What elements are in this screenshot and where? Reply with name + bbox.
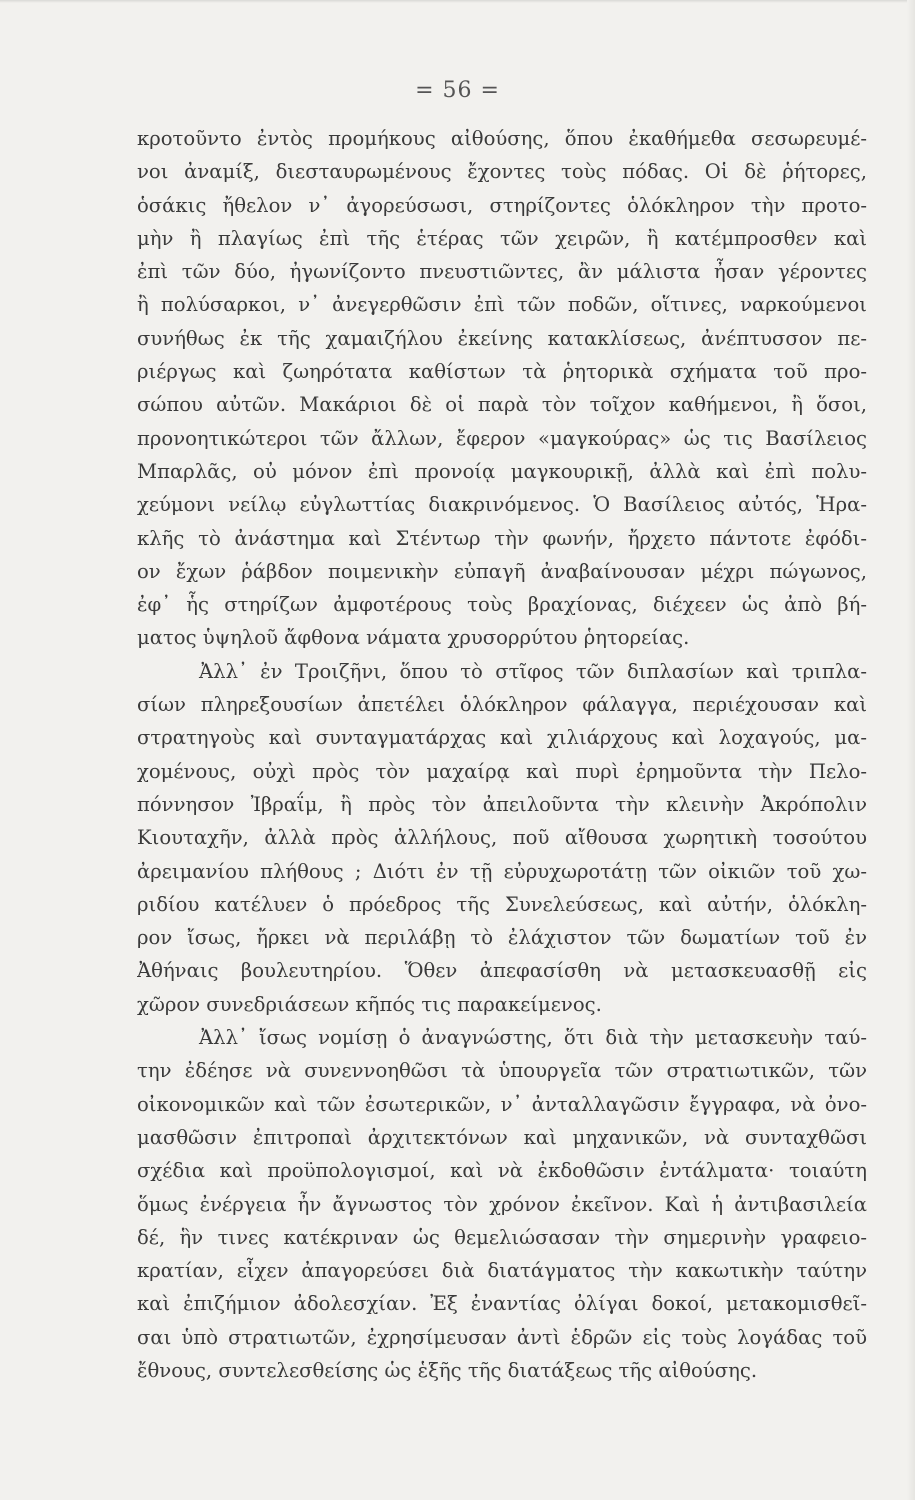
scan-right-edge	[907, 0, 915, 1500]
text-line: ἔθνους, συντελεσθείσης ὡς ἑξῆς τῆς διατάξεως τῆς αἰθούσης.	[137, 1358, 758, 1382]
text-line: ριδίου κατέλυεν ὁ πρόεδρος τῆς Συνελεύσεως, καὶ αὐτήν, ὁλόκλη-	[137, 892, 867, 916]
text-line: σαι ὑπὸ στρατιωτῶν, ἐχρησίμευσαν ἀντὶ ἑδρῶν εἰς τοὺς λογάδας τοῦ	[137, 1325, 867, 1349]
text-line: Ἀλλ᾿ ἴσως νομίσῃ ὁ ἀναγνώστης, ὅτι διὰ τὴν μετασκευὴν ταύ-	[199, 1026, 867, 1050]
text-line: καὶ ἐπιζήμιον ἀδολεσχίαν. Ἐξ ἐναντίας ὀλίγαι δοκοί, μετακομισθεῖ-	[137, 1292, 867, 1316]
text-line: ἀρειμανίου πλήθους ; Διότι ἐν τῇ εὐρυχωροτάτῃ τῶν οἰκιῶν τοῦ χω-	[137, 859, 867, 883]
text-line: συνήθως ἐκ τῆς χαμαιζήλου ἐκείνης κατακλίσεως, ἀνέπτυσσον πε-	[137, 326, 867, 350]
text-line: κλῆς τὸ ἀνάστημα καὶ Στέντωρ τὴν φωνήν, ἤρχετο πάντοτε ἐφόδι-	[137, 526, 867, 550]
scan-top-edge	[0, 0, 915, 3]
text-line: χεύμονι νείλῳ εὐγλωττίας διακρινόμενος. Ὁ Βασίλειος αὐτός, Ἡρα-	[137, 493, 867, 517]
text-line: την ἐδέησε νὰ συνεννοηθῶσι τὰ ὑπουργεῖα τῶν στρατιωτικῶν, τῶν	[137, 1059, 867, 1083]
text-line: νοι ἀναμίξ, διεσταυρωμένους ἔχοντες τοὺς πόδας. Οἱ δὲ ῥήτορες,	[137, 160, 867, 184]
text-line: ον ἔχων ῥάβδον ποιμενικὴν εὐπαγῆ ἀναβαίνουσαν μέχρι πώγωνος,	[137, 559, 867, 583]
page-number: = 56 =	[415, 78, 500, 103]
text-line: ὅμως ἐνέργεια ἦν ἄγνωστος τὸν χρόνον ἐκεῖνον. Καὶ ἡ ἀντιβασιλεία	[137, 1192, 867, 1216]
text-line: ριέργως καὶ ζωηρότατα καθίστων τὰ ῥητορικὰ σχήματα τοῦ προ-	[137, 360, 867, 384]
text-line: ἐφ᾿ ἧς στηρίζων ἀμφοτέρους τοὺς βραχίονας, διέχεεν ὡς ἀπὸ βή-	[137, 593, 867, 617]
text-line: προνοητικώτεροι τῶν ἄλλων, ἔφερον «μαγκούρας» ὡς τις Βασίλειος	[137, 426, 867, 450]
text-line: μὴν ἢ πλαγίως ἐπὶ τῆς ἑτέρας τῶν χειρῶν, ἢ κατέμπροσθεν καὶ	[137, 226, 867, 250]
text-line: ρον ἴσως, ἤρκει νὰ περιλάβῃ τὸ ἐλάχιστον τῶν δωματίων τοῦ ἐν	[137, 926, 867, 950]
text-line: κρατίαν, εἶχεν ἀπαγορεύσει διὰ διατάγματος τὴν κακωτικὴν ταύτην	[137, 1259, 867, 1283]
text-line: σίων πληρεξουσίων ἀπετέλει ὁλόκληρον φάλαγγα, περιέχουσαν καὶ	[137, 693, 867, 717]
text-line: Ἀθήναις βουλευτηρίου. Ὅθεν ἀπεφασίσθη νὰ μετασκευασθῇ εἰς	[137, 959, 867, 983]
text-line: ἐπὶ τῶν δύο, ἠγωνίζοντο πνευστιῶντες, ἂν μάλιστα ἦσαν γέροντες	[137, 260, 867, 284]
text-line: πόννησον Ἰβραΐμ, ἢ πρὸς τὸν ἀπειλοῦντα τὴν κλεινὴν Ἀκρόπολιν	[137, 792, 867, 816]
text-line: χῶρον συνεδριάσεων κῆπός τις παρακείμενος.	[137, 992, 602, 1016]
text-line: μασθῶσιν ἐπιτροπαὶ ἀρχιτεκτόνων καὶ μηχανικῶν, νὰ συνταχθῶσι	[137, 1125, 867, 1149]
text-line: σώπου αὐτῶν. Μακάριοι δὲ οἱ παρὰ τὸν τοῖχον καθήμενοι, ἢ ὅσοι,	[137, 393, 867, 417]
text-line: Ἀλλ᾿ ἐν Τροιζῆνι, ὅπου τὸ στῖφος τῶν διπλασίων καὶ τριπλα-	[199, 659, 867, 683]
text-line: Μπαρλᾶς, οὐ μόνον ἐπὶ προνοίᾳ μαγκουρικῇ, ἀλλὰ καὶ ἐπὶ πολυ-	[137, 459, 867, 483]
text-line: κροτοῦντο ἐντὸς προμήκους αἰθούσης, ὅπου ἐκαθήμεθα σεσωρευμέ-	[137, 127, 867, 150]
text-line: στρατηγοὺς καὶ συνταγματάρχας καὶ χιλιάρχους καὶ λοχαγούς, μα-	[137, 726, 867, 750]
body-text	[137, 122, 867, 1387]
text-line: ματος ὑψηλοῦ ἄφθονα νάματα χρυσορρύτου ῥητορείας.	[137, 626, 690, 650]
text-line: ἢ πολύσαρκοι, ν᾿ ἀνεγερθῶσιν ἐπὶ τῶν ποδῶν, οἵτινες, ναρκούμενοι	[137, 293, 867, 317]
text-line: δέ, ἣν τινες κατέκριναν ὡς θεμελιώσασαν τὴν σημερινὴν γραφειο-	[137, 1225, 867, 1249]
text-line: οἰκονομικῶν καὶ τῶν ἐσωτερικῶν, ν᾿ ἀνταλλαγῶσιν ἔγγραφα, νὰ ὀνο-	[137, 1092, 867, 1116]
text-line: χομένους, οὐχὶ πρὸς τὸν μαχαίρᾳ καὶ πυρὶ ἐρημοῦντα τὴν Πελο-	[137, 759, 867, 783]
text-line: σχέδια καὶ προϋπολογισμοί, καὶ νὰ ἐκδοθῶσιν ἐντάλματα· τοιαύτη	[137, 1159, 867, 1183]
text-line: ὁσάκις ἤθελον ν᾿ ἀγορεύσωσι, στηρίζοντες ὁλόκληρον τὴν προτο-	[137, 193, 867, 217]
text-line: Κιουταχῆν, ἀλλὰ πρὸς ἀλλήλους, ποῦ αἴθουσα χωρητικὴ τοσούτου	[137, 826, 867, 850]
